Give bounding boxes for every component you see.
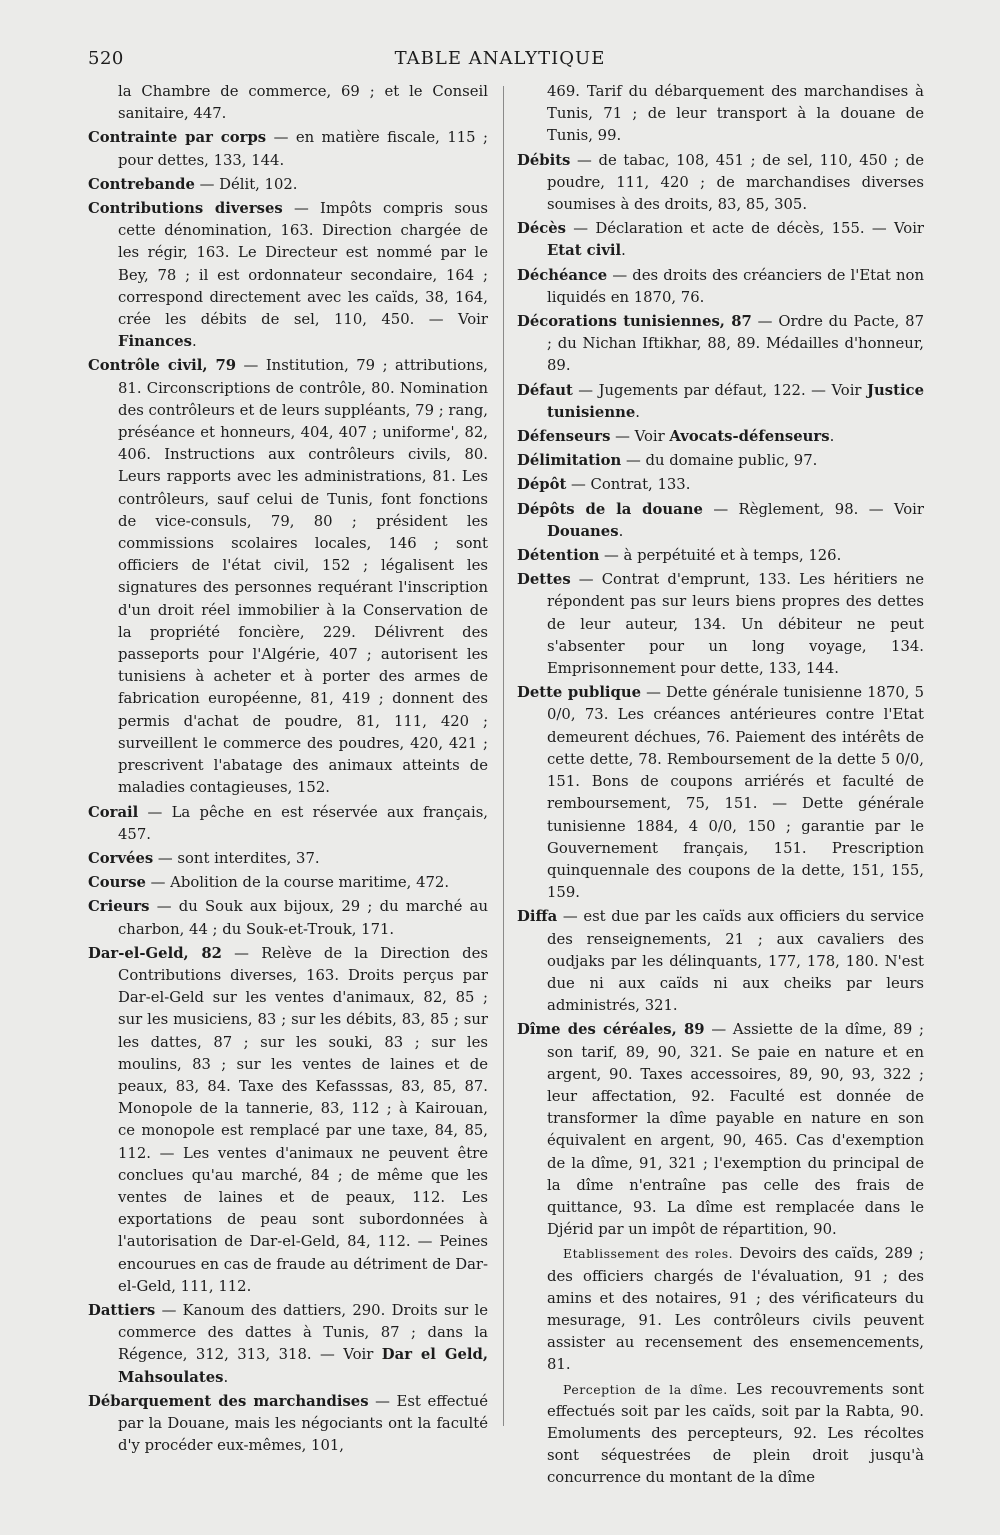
index-entry bbox=[517, 906, 924, 1017]
index-continuation bbox=[517, 81, 924, 148]
index-entry bbox=[88, 872, 488, 894]
entry-headword: Contrainte par corps bbox=[88, 129, 267, 147]
subsection-title: Etablissement des roles. bbox=[563, 1246, 734, 1262]
entry-headword: Contrôle civil, 79 bbox=[88, 357, 237, 375]
index-entry bbox=[517, 1019, 924, 1241]
entry-text: — Abolition de la course maritime, 472. bbox=[145, 874, 450, 892]
index-entry bbox=[88, 174, 488, 196]
entry-headword: Contrebande bbox=[88, 175, 195, 193]
column-rule bbox=[503, 86, 504, 1426]
index-entry bbox=[88, 1300, 488, 1389]
entry-tail: . bbox=[635, 403, 640, 421]
index-entry bbox=[88, 198, 488, 353]
entry-text: Devoirs des caïds, 289 ; des officiers chargés de l'évaluation, 91 ; des amins et des notaires, 91 ; des vérificateurs du mesurage, 91. Les contrôleurs civils peuvent assister au recensement des ensemencements, 81. bbox=[547, 1245, 924, 1374]
entry-text: — Jugements par défaut, 122. — Voir bbox=[572, 381, 868, 399]
entry-text: — à perpétuité et à temps, 126. bbox=[599, 547, 842, 565]
entry-text: — Institution, 79 ; attributions, 81. Circonscriptions de contrôle, 80. Nomination des contrôleurs et de leurs suppléants, 79 ; rang, préséance et honneurs, 404, 407 ; uniforme', 82, 406. Instructions aux contrôleurs civils, 80. Leurs rapports avec les administrations, 81. Les contrôleurs, sauf celui de Tunis, font fonctions de vice-consuls, 79, 80 ; président les commissions scolaires locales, 146 ; sont officiers de l'état civil, 152 ; légalisent les signatures des personnes requérant l'inscription d'un droit réel immobilier à la Conservation de la propriété foncière, 229. Délivrent des passeports pour l'Algérie, 407 ; autorisent les tunisiens à acheter et à porter des armes de fabrication européenne, 81, 419 ; donnent des permis d'achat de poudre, 81, 111, 420 ; surveillent le commerce des poudres, 420, 421 ; prescrivent l'abatage des animaux atteints de maladies contagieuses, 152. bbox=[118, 357, 488, 797]
index-entry bbox=[517, 450, 924, 472]
entry-headword: Délimitation bbox=[517, 452, 622, 470]
index-entry bbox=[517, 150, 924, 217]
entry-text: — Ordre du Pacte, 87 ; du Nichan Iftikhar, 88, 89. Médailles d'honneur, 89. bbox=[547, 313, 924, 375]
index-subsection bbox=[517, 1379, 924, 1490]
index-entry bbox=[88, 1391, 488, 1458]
entry-tail: . bbox=[192, 333, 197, 351]
entry-text: Les recouvrements sont effectués soit par les caïds, soit par la Rabta, 90. Emoluments des percepteurs, 92. Les récoltes sont séquestrées de plein droit jusqu'à concurrence du montant de la dîme bbox=[547, 1380, 924, 1487]
entry-headword: Dattiers bbox=[88, 1301, 156, 1319]
entry-text: — Impôts compris sous cette dénomination, 163. Direction chargée de les régir, 163. Le Directeur est nommé par le Bey, 78 ; il est ordonnateur secondaire, 164 ; correspond directement avec les caïds, 38, 164, crée les débits de sel, 110, 450. — Voir bbox=[118, 200, 488, 329]
index-continuation bbox=[88, 81, 488, 125]
entry-text: — Assiette de la dîme, 89 ; son tarif, 89, 90, 321. Se paie en nature et en argent, 90. Taxes accessoires, 89, 90, 93, 322 ; leur affectation, 92. Faculté est donnée de transformer la dîme payable en nature en son équivalent en argent, 90, 465. Cas d'exemption de la dîme, 91, 321 ; l'exemption du principal de la dîme n'entraîne pas celle des frais de quittance, 93. La dîme est remplacée dans le Djérid par un impôt de répartition, 90. bbox=[547, 1021, 924, 1239]
entry-text: — Contrat, 133. bbox=[566, 476, 691, 494]
entry-headword: Crieurs bbox=[88, 898, 150, 916]
entry-headword: Contributions diverses bbox=[88, 200, 283, 218]
entry-headword: Diffa bbox=[517, 908, 558, 926]
entry-text: — Délit, 102. bbox=[194, 175, 298, 193]
entry-headword: Dettes bbox=[517, 571, 571, 589]
entry-headword: Décès bbox=[517, 220, 567, 238]
entry-text: — Déclaration et acte de décès, 155. — Voir bbox=[566, 220, 924, 238]
entry-text: — sont interdites, 37. bbox=[153, 849, 320, 867]
entry-headword: Débits bbox=[517, 151, 571, 169]
index-entry bbox=[88, 896, 488, 940]
index-entry bbox=[517, 682, 924, 904]
entry-text: — Voir bbox=[610, 428, 670, 446]
cross-reference: Douanes bbox=[547, 522, 619, 540]
entry-text: — du Souk aux bijoux, 29 ; du marché au charbon, 44 ; du Souk-et-Trouk, 171. bbox=[118, 898, 488, 938]
cross-reference: Avocats-défenseurs bbox=[669, 428, 830, 446]
index-entry bbox=[517, 218, 924, 262]
entry-text: — Contrat d'emprunt, 133. Les héritiers ne répondent pas sur leurs biens propres des dettes de leur auteur, 134. Un débiteur ne peut s'absenter pour un long voyage, 134. Emprisonnement pour dette, 133, 144. bbox=[547, 571, 924, 678]
index-entry bbox=[517, 265, 924, 309]
cross-reference: Etat civil bbox=[547, 242, 622, 260]
entry-tail: . bbox=[223, 1368, 229, 1386]
cross-reference: Dar el Geld, Mahsoulates bbox=[118, 1346, 488, 1386]
index-subsection bbox=[517, 1243, 924, 1376]
entry-headword: Dépôt bbox=[517, 476, 567, 494]
entry-text: la Chambre de commerce, 69 ; et le Conseil sanitaire, 447. bbox=[118, 83, 488, 123]
index-entry bbox=[88, 355, 488, 799]
entry-text: — Règlement, 98. — Voir bbox=[702, 500, 924, 518]
entry-text: — Est effectué par la Douane, mais les négociants ont la faculté d'y procéder eux-mêmes, 101, bbox=[118, 1392, 488, 1455]
index-entry bbox=[88, 943, 488, 1298]
index-entry bbox=[517, 311, 924, 378]
entry-headword: Déchéance bbox=[517, 266, 608, 284]
cross-reference: Finances bbox=[118, 333, 192, 351]
right-column bbox=[517, 81, 924, 1492]
page-number: 520 bbox=[88, 48, 124, 69]
entry-headword: Dîme des céréales, 89 bbox=[517, 1021, 705, 1039]
entry-headword: Corvées bbox=[88, 849, 154, 867]
entry-text: — en matière fiscale, 115 ; pour dettes, 133, 144. bbox=[118, 129, 488, 169]
entry-headword: Dépôts de la douane bbox=[517, 500, 703, 518]
index-entry bbox=[517, 380, 924, 424]
index-entry bbox=[517, 499, 924, 543]
entry-text: 469. Tarif du débarquement des marchandises à Tunis, 71 ; de leur transport à la douane de Tunis, 99. bbox=[547, 83, 924, 145]
entry-headword: Défaut bbox=[517, 381, 573, 399]
entry-text: — La pêche en est réservée aux français, 457. bbox=[118, 803, 488, 843]
entry-tail: . bbox=[829, 428, 835, 446]
index-entry bbox=[88, 848, 488, 870]
entry-text: — des droits des créanciers de l'Etat non liquidés en 1870, 76. bbox=[547, 266, 924, 306]
entry-headword: Dar-el-Geld, 82 bbox=[88, 944, 222, 962]
left-column bbox=[88, 81, 488, 1459]
entry-headword: Décorations tunisiennes, 87 bbox=[517, 313, 752, 331]
entry-tail: . bbox=[621, 242, 626, 260]
entry-text: — de tabac, 108, 451 ; de sel, 110, 450 ; de poudre, 111, 420 ; de marchandises diverses soumises à des droits, 83, 85, 305. bbox=[547, 151, 924, 214]
cross-reference: Justice tunisienne bbox=[547, 381, 924, 421]
index-entry bbox=[88, 127, 488, 171]
entry-headword: Corail bbox=[88, 803, 139, 821]
entry-text: — Dette générale tunisienne 1870, 5 0/0, 73. Les créances antérieures contre l'Etat demeurent déchues, 76. Paiement des intérêts de cette dette, 78. Remboursement de la dette 5 0/0, 151. Bons de coupons arriérés et faculté de remboursement, 75, 151. — Dette générale tunisienne 1884, 4 0/0, 150 ; garantie par le Gouvernement français, 151. Prescription quinquennale des coupons de la dette, 151, 155, 159. bbox=[547, 684, 924, 902]
index-entry bbox=[517, 569, 924, 680]
subsection-title: Perception de la dîme. bbox=[563, 1381, 728, 1397]
index-entry bbox=[88, 802, 488, 846]
entry-headword: Débarquement des marchandises bbox=[88, 1392, 369, 1410]
entry-text: — du domaine public, 97. bbox=[621, 452, 818, 470]
entry-text: — est due par les caïds aux officiers du service des renseignements, 21 ; aux cavaliers des oudjaks par les délinquants, 177, 178, 180. N'est due ni aux caïds ni aux cheiks par leurs administrés, 321. bbox=[547, 908, 924, 1015]
running-header: TABLE ANALYTIQUE bbox=[394, 48, 606, 69]
entry-text: — Kanoum des dattiers, 290. Droits sur le commerce des dattes à Tunis, 87 ; dans la Régence, 312, 313, 318. — Voir bbox=[118, 1301, 488, 1364]
entry-tail: . bbox=[618, 522, 624, 540]
entry-headword: Dette publique bbox=[517, 684, 642, 702]
index-entry bbox=[517, 426, 924, 448]
entry-headword: Détention bbox=[517, 547, 600, 565]
entry-headword: Défenseurs bbox=[517, 428, 611, 446]
index-entry bbox=[517, 545, 924, 567]
index-entry bbox=[517, 474, 924, 496]
entry-text: — Relève de la Direction des Contributions diverses, 163. Droits perçus par Dar-el-Geld sur les ventes d'animaux, 82, 85 ; sur les musiciens, 83 ; sur les débits, 83, 85 ; sur les dattes, 87 ; sur les souki, 83 ; sur les moulins, 83 ; sur les ventes de laines et de peaux, 83, 84. Taxe des Kefasssas, 83, 85, 87. Monopole de la tannerie, 83, 112 ; à Kairouan, ce monopole est remplacé par une taxe, 84, 85, 112. — Les ventes d'animaux ne peuvent être conclues qu'au marché, 84 ; de même que les ventes de laines et de peaux, 112. Les exportations de peau sont subordonnées à l'autorisation de Dar-el-Geld, 84, 112. — Peines encourues en cas de fraude au détriment de Dar-el-Geld, 111, 112. bbox=[118, 944, 488, 1295]
entry-headword: Course bbox=[88, 874, 146, 892]
